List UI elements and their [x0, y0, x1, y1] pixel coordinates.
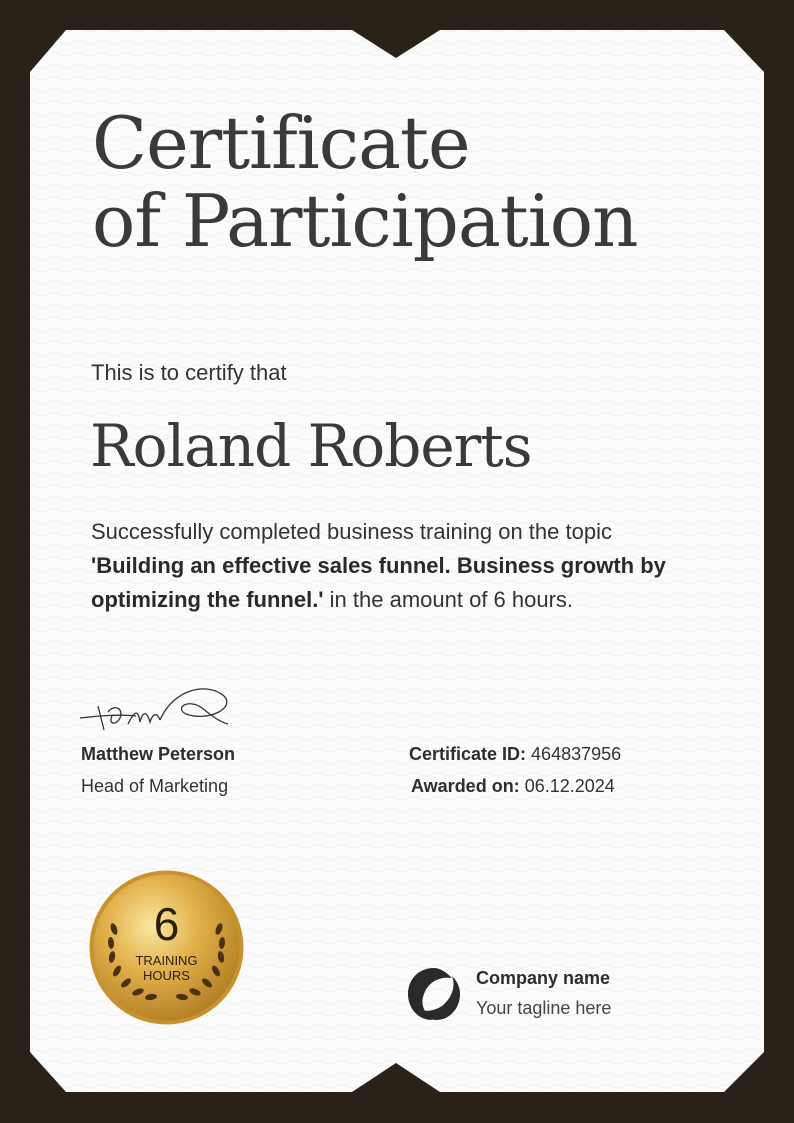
- awarded-on-value: 06.12.2024: [524, 776, 615, 796]
- certificate-title: [92, 101, 638, 263]
- awarded-on: [411, 776, 615, 797]
- certificate-id-value: 464837956: [531, 744, 622, 764]
- certificate-id: [409, 744, 621, 765]
- company-name: Company name: [476, 968, 611, 988]
- certify-text: This is to certify that: [91, 360, 287, 385]
- signature-graphic: [78, 678, 238, 738]
- recipient-name: Roland Roberts: [90, 412, 532, 480]
- description-intro: Successfully completed business training on the topic: [91, 519, 612, 544]
- training-hours-seal: [88, 869, 245, 1026]
- description: [91, 515, 711, 617]
- description-outro: in the amount of 6 hours.: [323, 587, 574, 612]
- awarded-on-label: Awarded on:: [411, 776, 520, 796]
- title-line-1: Certificate: [92, 101, 470, 185]
- company-tagline: Your tagline here: [476, 998, 612, 1018]
- signatory-name: Matthew Peterson: [81, 744, 236, 764]
- description-topic: 'Building an effective sales funnel. Business growth by optimizing the funnel.': [91, 553, 666, 612]
- seal-hours-label: TRAINING HOURS: [135, 953, 198, 983]
- company-logo-icon: [406, 966, 462, 1022]
- signatory-role: Head of Marketing: [81, 776, 229, 796]
- title-line-2: of Participation: [92, 179, 638, 263]
- certificate-id-label: Certificate ID:: [409, 744, 527, 764]
- seal-hours-number: 6: [153, 898, 180, 950]
